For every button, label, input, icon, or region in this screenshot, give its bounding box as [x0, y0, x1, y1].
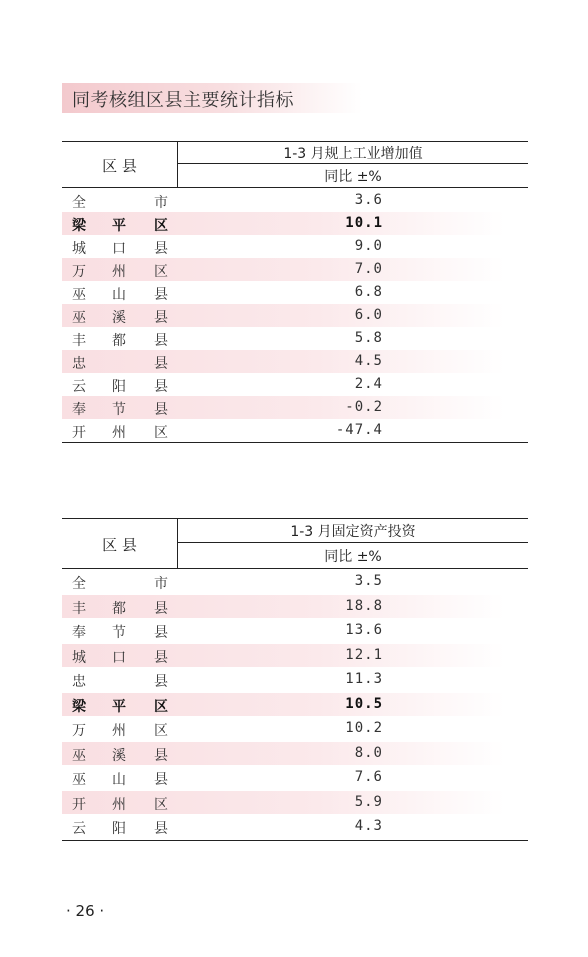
yoy-value: -0.2	[345, 399, 383, 415]
district-char: 丰	[72, 333, 86, 349]
district-char: 县	[154, 600, 168, 617]
yoy-value: 5.9	[354, 793, 383, 810]
district-char: 区	[154, 796, 168, 813]
yoy-value: 11.3	[345, 671, 383, 687]
district-name	[72, 235, 170, 258]
district-name	[72, 327, 170, 350]
table-row	[62, 742, 528, 765]
district-char: 区	[154, 218, 168, 234]
table-row	[62, 396, 528, 419]
district-char: 县	[154, 333, 168, 349]
table-row	[62, 693, 528, 716]
district-char: 奉	[72, 625, 86, 641]
header-yoy: 同比 ±%	[324, 169, 382, 185]
yoy-value: 9.0	[354, 238, 383, 254]
table-row	[62, 717, 528, 740]
district-name	[72, 570, 170, 593]
district-char: 县	[154, 821, 168, 837]
table-row	[62, 791, 528, 814]
district-char: 区	[154, 698, 168, 715]
district-char: 巫	[72, 287, 86, 303]
yoy-value: 5.8	[354, 330, 383, 346]
district-char: 开	[72, 796, 86, 813]
district-char: 县	[154, 356, 168, 372]
district-char: 平	[112, 218, 126, 234]
district-char: 梁	[72, 698, 86, 715]
district-name	[72, 281, 170, 304]
header-indicator: 1-3 月固定资产投资	[290, 524, 416, 540]
district-name	[72, 595, 170, 618]
header-district: 区 县	[102, 535, 137, 554]
district-name	[72, 189, 170, 212]
district-char: 平	[112, 698, 126, 715]
district-char: 奉	[72, 402, 86, 418]
table-row	[62, 304, 528, 327]
district-char: 县	[154, 649, 168, 666]
district-char: 忠	[72, 674, 86, 690]
district-char: 州	[112, 796, 126, 813]
page-title: 同考核组区县主要统计指标	[72, 90, 294, 111]
district-char: 全	[72, 195, 86, 211]
district-name	[72, 373, 170, 396]
table-row	[62, 281, 528, 304]
table-row	[62, 189, 528, 212]
yoy-value: 2.4	[354, 376, 383, 392]
district-char: 开	[72, 425, 86, 441]
district-char: 口	[112, 649, 126, 666]
header-bottom-rule	[62, 187, 528, 188]
district-char: 市	[154, 576, 168, 592]
table-row	[62, 419, 528, 442]
district-name	[72, 212, 170, 235]
district-char: 县	[154, 241, 168, 257]
district-char: 口	[112, 241, 126, 257]
yoy-value: 4.5	[354, 353, 383, 369]
table-row	[62, 373, 528, 396]
header-bottom-rule	[62, 568, 528, 569]
district-char: 县	[154, 287, 168, 303]
district-name	[72, 258, 170, 281]
district-char: 全	[72, 576, 86, 592]
district-char: 巫	[72, 772, 86, 788]
table-row	[62, 570, 528, 593]
district-char: 区	[154, 723, 168, 739]
district-name	[72, 350, 170, 373]
district-char: 节	[112, 402, 126, 418]
district-char: 巫	[72, 747, 86, 764]
district-char: 县	[154, 310, 168, 326]
table-row	[62, 668, 528, 691]
district-char: 山	[112, 287, 126, 303]
yoy-value: 10.2	[345, 720, 383, 736]
district-char: 都	[112, 333, 126, 349]
header-indicator: 1-3 月规上工业增加值	[283, 146, 423, 162]
district-char: 州	[112, 264, 126, 280]
district-name	[72, 742, 170, 765]
district-char: 溪	[112, 310, 126, 326]
district-char: 县	[154, 772, 168, 788]
table-row	[62, 350, 528, 373]
table-bottom-rule	[62, 840, 528, 841]
table-row	[62, 258, 528, 281]
district-char: 县	[154, 625, 168, 641]
district-name	[72, 766, 170, 789]
yoy-value: -47.4	[335, 422, 383, 438]
header-district: 区 县	[102, 156, 137, 175]
district-char: 云	[72, 821, 86, 837]
district-char: 忠	[72, 356, 86, 372]
yoy-value: 3.6	[354, 192, 383, 208]
district-char: 阳	[112, 821, 126, 837]
district-name	[72, 693, 170, 716]
district-name	[72, 396, 170, 419]
district-char: 丰	[72, 600, 86, 617]
yoy-value: 10.5	[345, 695, 383, 712]
district-char: 县	[154, 402, 168, 418]
district-char: 万	[72, 723, 86, 739]
yoy-value: 13.6	[345, 622, 383, 638]
header-yoy: 同比 ±%	[324, 549, 382, 565]
district-char: 都	[112, 600, 126, 617]
district-char: 云	[72, 379, 86, 395]
district-name	[72, 791, 170, 814]
table-row	[62, 644, 528, 667]
table-fixed-investment	[62, 518, 528, 840]
district-char: 区	[154, 425, 168, 441]
district-char: 城	[72, 241, 86, 257]
district-name	[72, 717, 170, 740]
table-industrial-value	[62, 141, 528, 441]
table-row	[62, 235, 528, 258]
district-char: 州	[112, 723, 126, 739]
table-row	[62, 327, 528, 350]
district-char: 县	[154, 379, 168, 395]
district-name	[72, 644, 170, 667]
yoy-value: 6.0	[354, 307, 383, 323]
district-char: 县	[154, 674, 168, 690]
district-char: 县	[154, 747, 168, 764]
yoy-value: 12.1	[345, 646, 383, 663]
district-char: 溪	[112, 747, 126, 764]
district-char: 市	[154, 195, 168, 211]
table-row	[62, 212, 528, 235]
district-char: 城	[72, 649, 86, 666]
district-name	[72, 619, 170, 642]
district-char: 万	[72, 264, 86, 280]
table-row	[62, 619, 528, 642]
district-name	[72, 815, 170, 838]
yoy-value: 7.0	[354, 261, 383, 277]
yoy-value: 18.8	[345, 597, 383, 614]
district-char: 巫	[72, 310, 86, 326]
yoy-value: 4.3	[354, 818, 383, 834]
district-char: 阳	[112, 379, 126, 395]
yoy-value: 10.1	[345, 215, 383, 231]
district-char: 节	[112, 625, 126, 641]
table-row	[62, 815, 528, 838]
yoy-value: 7.6	[354, 769, 383, 785]
page-number: · 26 ·	[66, 902, 105, 920]
table-bottom-rule	[62, 442, 528, 443]
district-char: 山	[112, 772, 126, 788]
table-row	[62, 595, 528, 618]
district-name	[72, 668, 170, 691]
district-char: 梁	[72, 218, 86, 234]
district-name	[72, 419, 170, 442]
table-row	[62, 766, 528, 789]
yoy-value: 8.0	[354, 744, 383, 761]
district-char: 州	[112, 425, 126, 441]
district-name	[72, 304, 170, 327]
district-char: 区	[154, 264, 168, 280]
yoy-value: 3.5	[354, 573, 383, 589]
yoy-value: 6.8	[354, 284, 383, 300]
